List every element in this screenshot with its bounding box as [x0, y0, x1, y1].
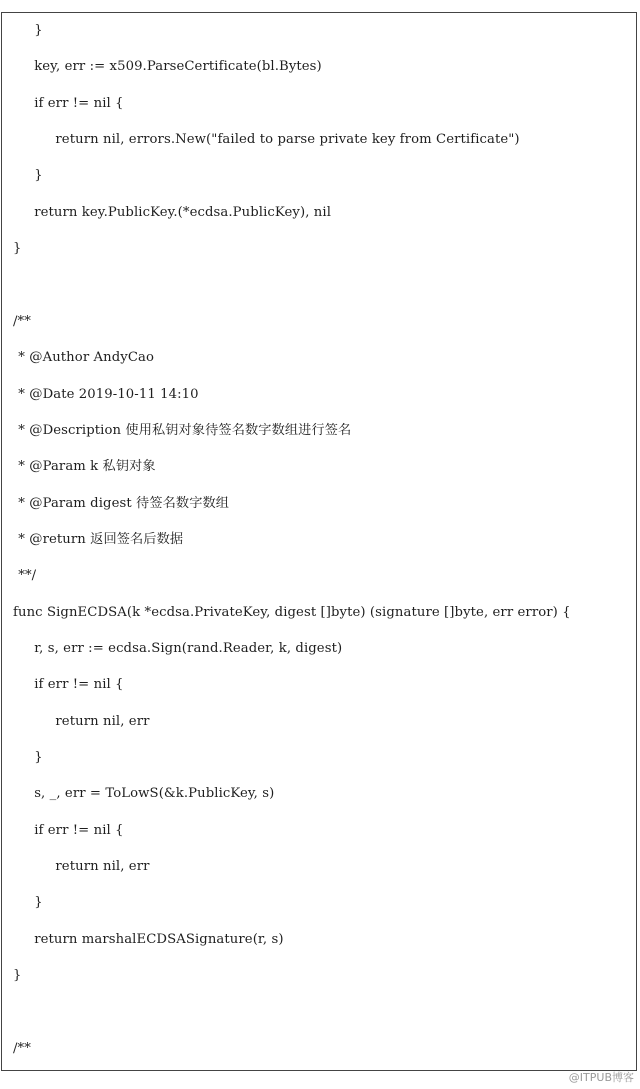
code-line: func SignECDSA(k *ecdsa.PrivateKey, digest []byte) (signature []byte, err error) {: [13, 604, 571, 620]
code-line: s, _, err = ToLowS(&k.PublicKey, s): [34, 786, 275, 802]
code-line: **/: [18, 568, 37, 584]
code-line: return nil, errors.New("failed to parse private key from Certificate"): [55, 132, 520, 148]
code-line: * @Description 使用私钥对象待签名数字数组进行签名: [18, 422, 352, 438]
code-line: }: [34, 750, 43, 765]
code-line: return key.PublicKey.(*ecdsa.PublicKey), nil: [34, 204, 332, 220]
code-line: return marshalECDSASignature(r, s): [34, 931, 284, 947]
watermark: @ITPUB博客: [568, 1071, 634, 1084]
code-line: * @Date 2019-10-11 14:10: [18, 386, 199, 402]
code-line: if err != nil {: [34, 677, 124, 693]
code-line: key, err := x509.ParseCertificate(bl.Bytes): [34, 59, 322, 75]
code-line: r, s, err := ecdsa.Sign(rand.Reader, k, digest): [34, 640, 343, 656]
code-block: [1, 12, 637, 1071]
code-line: }: [13, 241, 22, 257]
code-line: * @return 返回签名后数据: [18, 531, 184, 547]
code-line: /**: [13, 313, 31, 329]
code-line: }: [34, 23, 43, 38]
code-line: /**: [13, 1040, 31, 1056]
code-line: if err != nil {: [34, 822, 124, 838]
code-line: return nil, err: [55, 859, 150, 875]
code-line: if err != nil {: [34, 95, 124, 111]
code-line: * @Param k 私钥对象: [18, 459, 156, 475]
code-line: }: [13, 968, 22, 984]
code-line: * @Author AndyCao: [18, 350, 155, 366]
code-line: }: [34, 895, 43, 911]
code-line: }: [34, 168, 43, 184]
code-line: * @Param digest 待签名数字数组: [18, 495, 230, 511]
code-line: return nil, err: [55, 713, 150, 729]
